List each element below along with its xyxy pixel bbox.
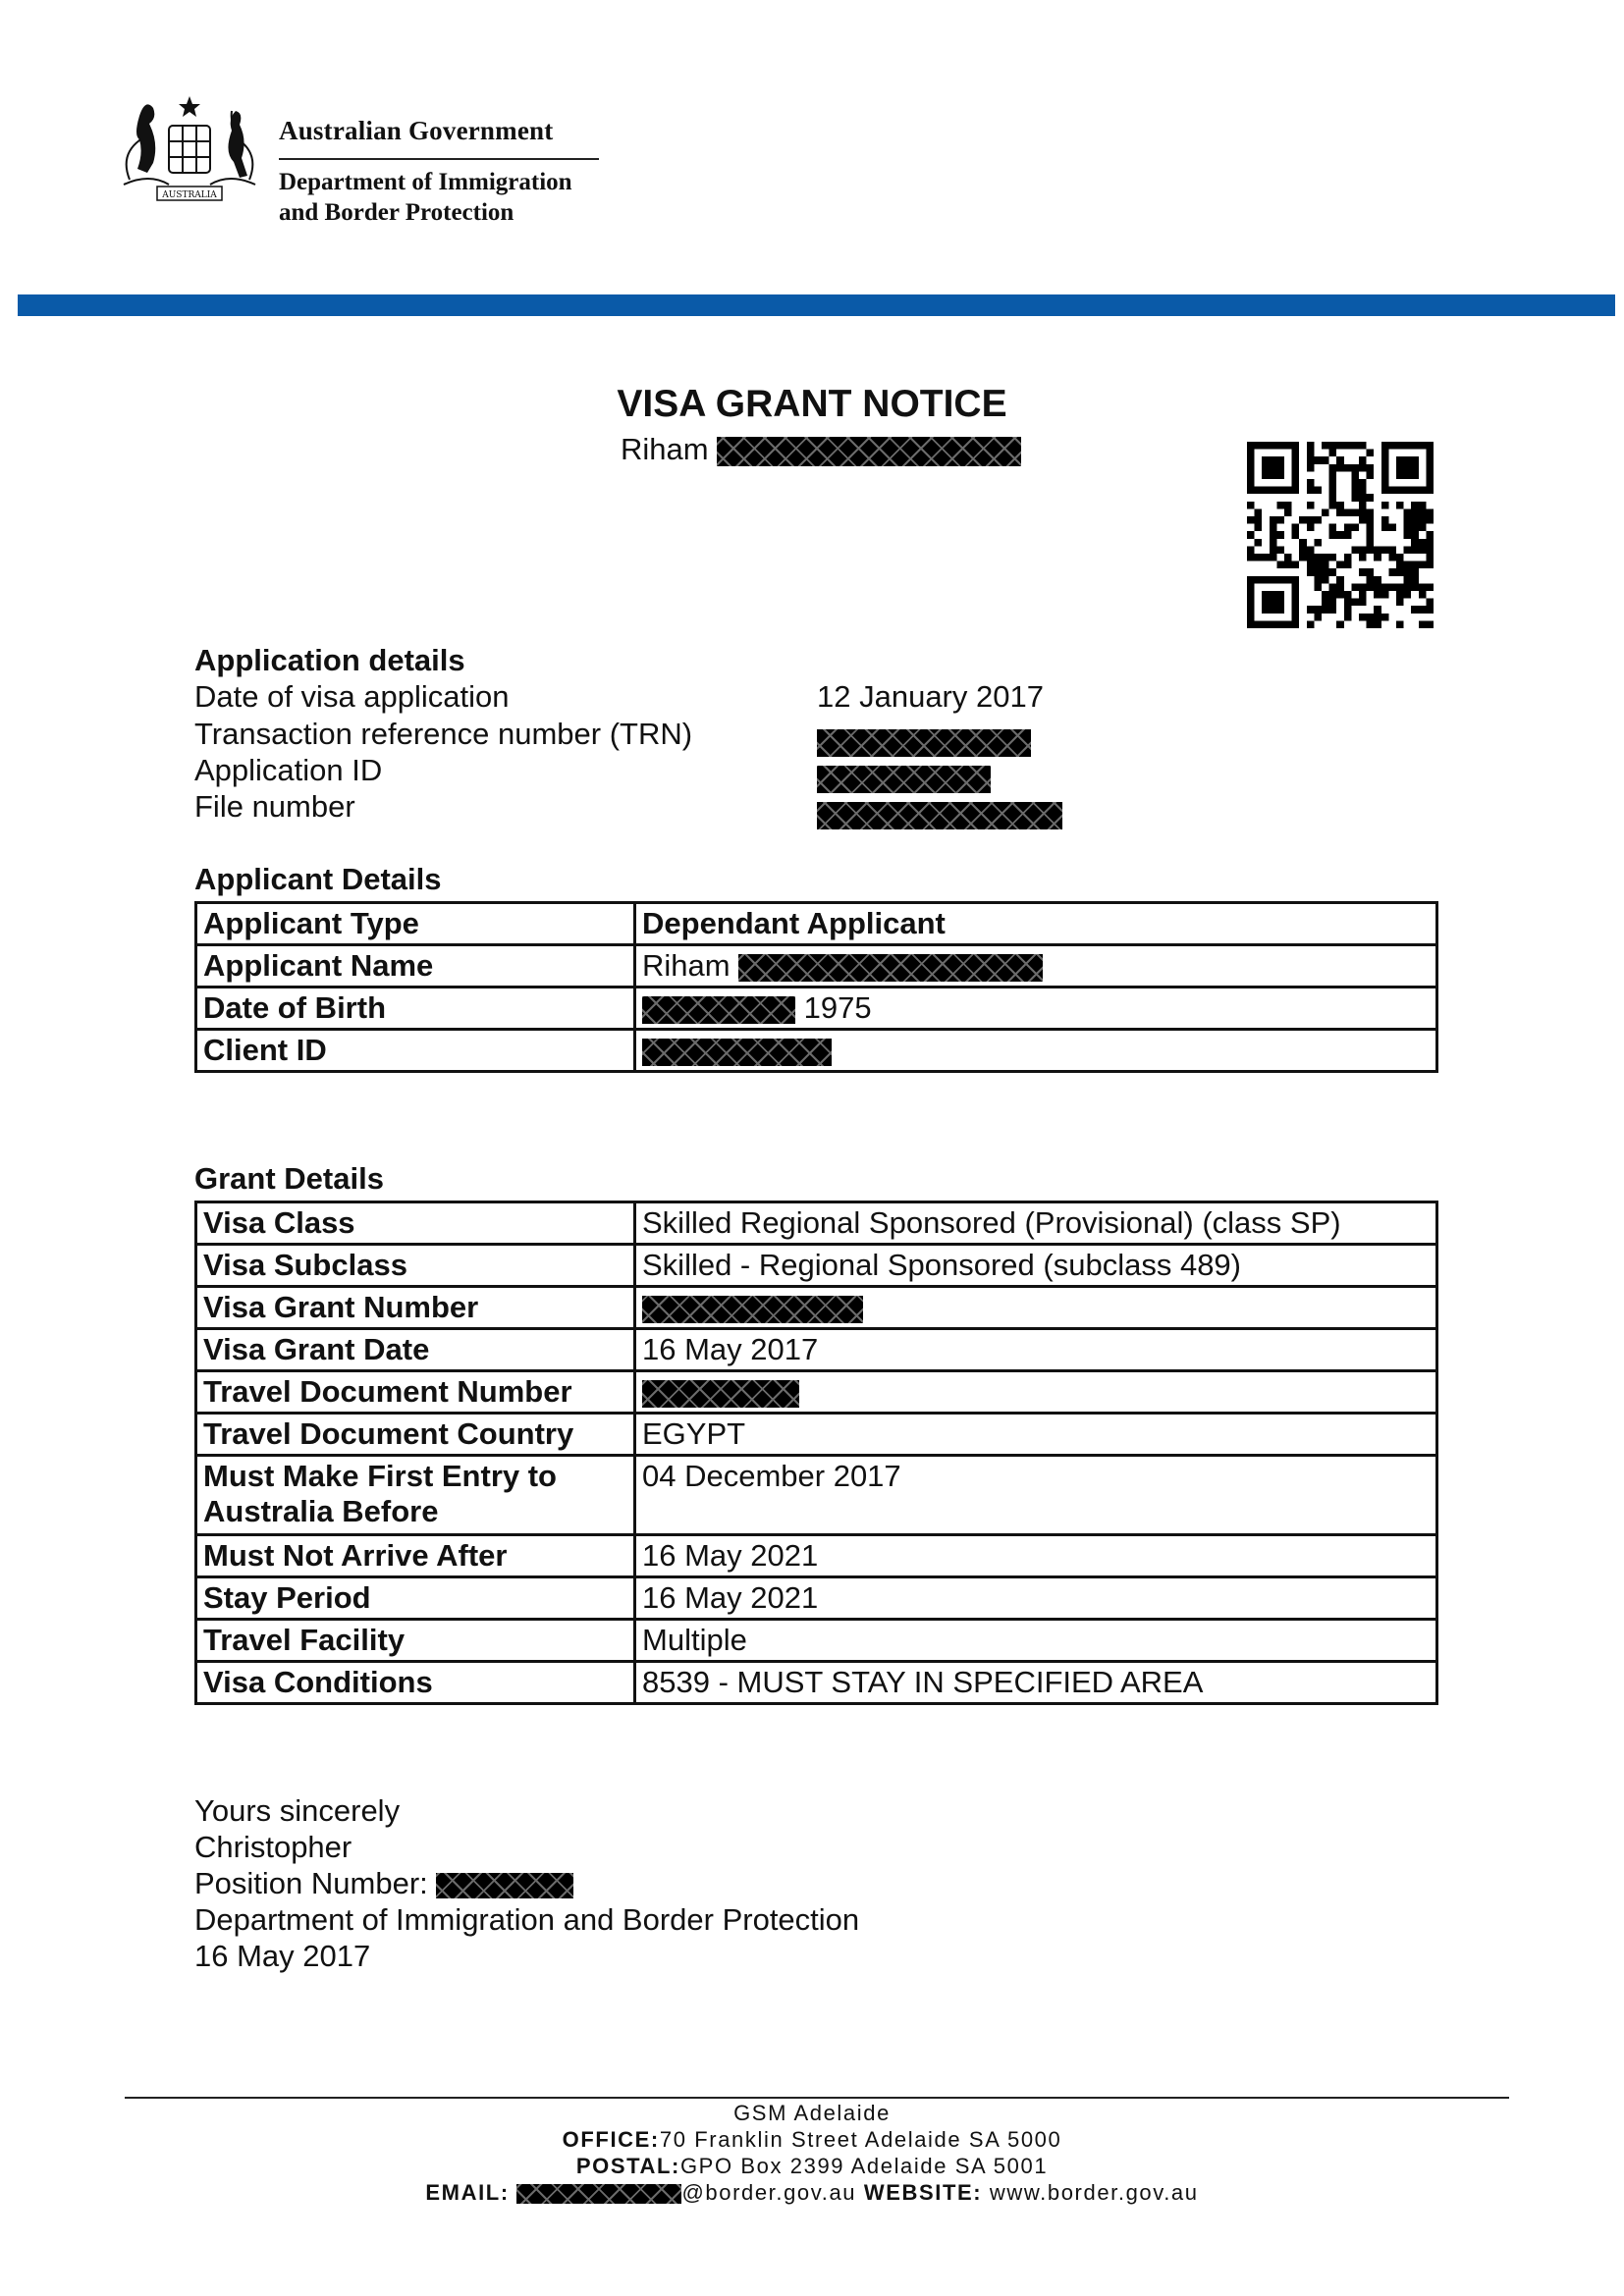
footer-office-value: 70 Franklin Street Adelaide SA 5000 — [659, 2127, 1062, 2152]
application-date-label: Date of visa application — [194, 679, 510, 714]
visa-subclass-value: Skilled - Regional Sponsored (subclass 489) — [635, 1245, 1437, 1287]
table-row — [196, 988, 1437, 1030]
application-id-label: Application ID — [194, 753, 383, 787]
table-row — [196, 1577, 1437, 1620]
grant-details-table — [194, 1201, 1438, 1705]
visa-grant-number-label: Visa Grant Number — [196, 1287, 635, 1329]
salutation: Yours sincerely — [194, 1793, 401, 1828]
recipient-first-name: Riham — [621, 432, 709, 466]
department-name — [279, 167, 572, 228]
grant-details-heading: Grant Details — [194, 1161, 384, 1196]
table-row — [196, 1030, 1437, 1072]
position-number-label: Position Number: — [194, 1866, 428, 1900]
table-row — [196, 1287, 1437, 1329]
date-of-birth-value — [635, 988, 1437, 1030]
coat-of-arms-logo — [110, 86, 269, 206]
must-not-arrive-after-value: 16 May 2021 — [635, 1535, 1437, 1577]
redaction-block — [516, 2184, 681, 2204]
first-entry-label: Must Make First Entry to Australia Before — [196, 1456, 635, 1535]
stay-period-label: Stay Period — [196, 1577, 635, 1620]
table-row — [196, 1662, 1437, 1704]
applicant-type-label: Applicant Type — [196, 903, 635, 945]
crest-motto: AUSTRALIA — [162, 190, 217, 200]
redaction-block — [717, 437, 1021, 466]
redaction-block — [817, 766, 991, 793]
travel-facility-value: Multiple — [635, 1620, 1437, 1662]
footer — [0, 2100, 1624, 2206]
department-line-1: Department of Immigration — [279, 169, 572, 195]
signatory-department: Department of Immigration and Border Protection — [194, 1902, 860, 1937]
visa-grant-date-value: 16 May 2017 — [635, 1329, 1437, 1371]
table-row — [196, 1620, 1437, 1662]
trn-value — [817, 723, 1031, 759]
table-row — [196, 1414, 1437, 1456]
redaction-block — [642, 996, 795, 1024]
footer-contact — [0, 2179, 1624, 2206]
table-row — [196, 1329, 1437, 1371]
department-line-2: and Border Protection — [279, 199, 514, 226]
table-row — [196, 1371, 1437, 1414]
travel-document-country-label: Travel Document Country — [196, 1414, 635, 1456]
recipient-name — [621, 432, 1021, 467]
applicant-name-label: Applicant Name — [196, 945, 635, 988]
date-of-birth-label: Date of Birth — [196, 988, 635, 1030]
first-entry-value: 04 December 2017 — [635, 1456, 1437, 1535]
visa-class-value: Skilled Regional Sponsored (Provisional) (class SP) — [635, 1202, 1437, 1245]
footer-divider — [125, 2097, 1509, 2099]
application-id-value — [817, 760, 991, 795]
footer-website-link[interactable]: www.border.gov.au — [989, 2180, 1199, 2205]
table-row — [196, 1535, 1437, 1577]
applicant-name-text: Riham — [642, 948, 731, 983]
table-row — [196, 1456, 1437, 1535]
file-number-value — [817, 796, 1062, 831]
application-date-value: 12 January 2017 — [817, 679, 1044, 714]
qr-code — [1247, 442, 1434, 628]
client-id-label: Client ID — [196, 1030, 635, 1072]
footer-email-label: EMAIL: — [425, 2180, 510, 2205]
visa-conditions-label: Visa Conditions — [196, 1662, 635, 1704]
applicant-details-heading: Applicant Details — [194, 862, 442, 896]
government-name: Australian Government — [279, 116, 554, 145]
travel-document-number-value — [635, 1371, 1437, 1414]
travel-document-country-value: EGYPT — [635, 1414, 1437, 1456]
footer-office — [0, 2126, 1624, 2153]
redaction-block — [738, 954, 1043, 982]
client-id-value — [635, 1030, 1437, 1072]
applicant-type-value: Dependant Applicant — [635, 903, 1437, 945]
footer-website-label: WEBSITE: — [863, 2180, 983, 2205]
page-title: VISA GRANT NOTICE — [617, 383, 1007, 425]
table-row — [196, 945, 1437, 988]
footer-email-domain[interactable]: @border.gov.au — [681, 2180, 857, 2205]
header-divider — [279, 158, 599, 160]
visa-class-label: Visa Class — [196, 1202, 635, 1245]
visa-grant-date-label: Visa Grant Date — [196, 1329, 635, 1371]
visa-subclass-label: Visa Subclass — [196, 1245, 635, 1287]
redaction-block — [817, 802, 1062, 829]
footer-postal-value: GPO Box 2399 Adelaide SA 5001 — [679, 2154, 1049, 2178]
table-row — [196, 1202, 1437, 1245]
travel-facility-label: Travel Facility — [196, 1620, 635, 1662]
visa-conditions-value: 8539 - MUST STAY IN SPECIFIED AREA — [635, 1662, 1437, 1704]
footer-office-name: GSM Adelaide — [733, 2101, 891, 2125]
footer-postal — [0, 2153, 1624, 2179]
visa-grant-number-value — [635, 1287, 1437, 1329]
table-row — [196, 1245, 1437, 1287]
application-details-heading: Application details — [194, 643, 465, 677]
signature-date: 16 May 2017 — [194, 1939, 371, 1973]
birth-year: 1975 — [803, 990, 872, 1025]
footer-postal-label: POSTAL: — [575, 2154, 680, 2178]
travel-document-number-label: Travel Document Number — [196, 1371, 635, 1414]
must-not-arrive-after-label: Must Not Arrive After — [196, 1535, 635, 1577]
file-number-label: File number — [194, 789, 355, 824]
position-number — [194, 1865, 859, 1901]
table-row — [196, 903, 1437, 945]
applicant-details-table — [194, 901, 1438, 1073]
redaction-block — [436, 1873, 573, 1898]
trn-label: Transaction reference number (TRN) — [194, 717, 693, 751]
redaction-block — [817, 729, 1031, 757]
redaction-block — [642, 1039, 832, 1066]
signatory-name: Christopher — [194, 1830, 352, 1864]
redaction-block — [642, 1296, 863, 1323]
redaction-block — [642, 1380, 799, 1408]
applicant-name-value — [635, 945, 1437, 988]
stay-period-value: 16 May 2021 — [635, 1577, 1437, 1620]
header-blue-bar — [18, 294, 1615, 316]
footer-office-label: OFFICE: — [562, 2127, 660, 2152]
closing-block — [194, 1792, 859, 1974]
